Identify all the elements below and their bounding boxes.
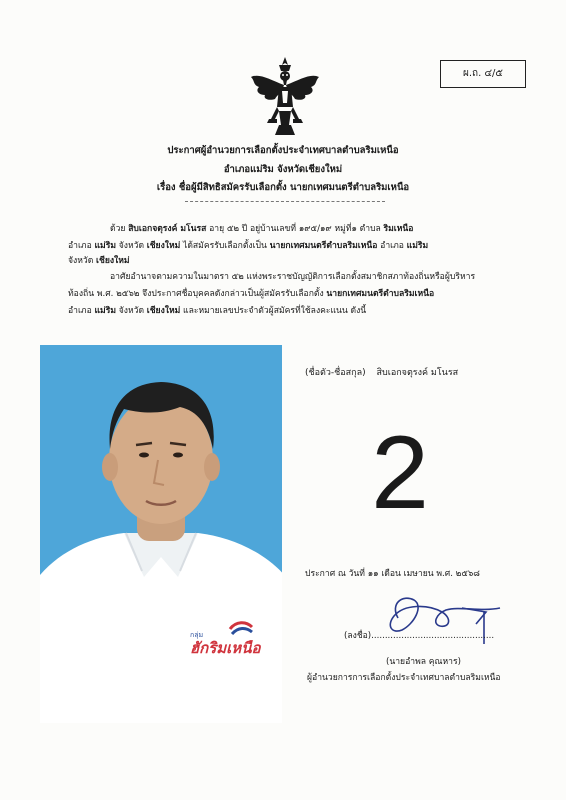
candidate-name-label: (ชื่อตัว-ชื่อสกุล) — [305, 368, 366, 378]
body-paragraph-4: อาศัยอำนาจตามความในมาตรา ๕๒ แห่งพระราชบัญญัติการเลือกตั้งสมาชิกสภาท้องถิ่นหรือผู้บริหาร — [110, 272, 476, 282]
announcement-subject: เรื่อง ชื่อผู้มีสิทธิสมัครรับเลือกตั้ง นายกเทศมนตรีตำบลริมเหนือ — [156, 182, 410, 193]
body-paragraph-3: จังหวัด เชียงใหม่ — [68, 256, 130, 266]
body-paragraph-2: อำเภอ แม่ริม จังหวัด เชียงใหม่ ได้สมัครรับเลือกตั้งเป็น นายกเทศมนตรีตำบลริมเหนือ อำเภอ แม่ริม — [68, 241, 429, 251]
header-divider — [185, 201, 385, 202]
signer-title: ผู้อำนวยการการเลือกตั้งประจำเทศบาลตำบลริมเหนือ — [307, 673, 501, 683]
candidate-name: สิบเอกจตุรงค์ มโนรส — [376, 368, 459, 378]
announcement-district: อำเภอแม่ริม จังหวัดเชียงใหม่ — [223, 164, 343, 175]
signature-label: (ลงชื่อ)............................................. — [344, 631, 495, 641]
candidate-number: 2 — [371, 415, 429, 531]
announcement-date: ประกาศ ณ วันที่ ๑๑ เดือน เมษายน พ.ศ. ๒๕๖๘ — [305, 569, 480, 579]
candidate-name-inline: สิบเอกจตุรงค์ มโนรส — [128, 224, 207, 234]
body-paragraph-5: ท้องถิ่น พ.ศ. ๒๕๖๒ จึงประกาศชื่อบุคคลดังกล่าวเป็นผู้สมัครรับเลือกตั้ง นายกเทศมนตรีตำบลริมเหนือ — [68, 289, 435, 299]
body-paragraph-1: ด้วย สิบเอกจตุรงค์ มโนรส อายุ ๕๒ ปี อยู่บ้านเลขที่ ๑๙๕/๑๙ หมู่ที่๑ ตำบล ริมเหนือ — [110, 224, 414, 234]
body-paragraph-6: อำเภอ แม่ริม จังหวัด เชียงใหม่ และหมายเลขประจำตัวผู้สมัครที่ใช้ลงคะแนน ดังนี้ — [68, 306, 367, 316]
candidate-photo — [40, 345, 282, 723]
form-code-box: ผ.ถ. ๔/๕ — [440, 60, 526, 88]
svg-text:กลุ่ม: กลุ่ม — [190, 631, 204, 639]
announcement-title: ประกาศผู้อำนวยการเลือกตั้งประจำเทศบาลตำบลริมเหนือ — [167, 145, 399, 156]
garuda-emblem-icon — [249, 55, 321, 137]
svg-text:ฮักริมเหนือ: ฮักริมเหนือ — [190, 639, 261, 657]
signer-name: (นายอำพล คุณหาร) — [386, 657, 461, 667]
candidate-name-line — [305, 365, 458, 379]
